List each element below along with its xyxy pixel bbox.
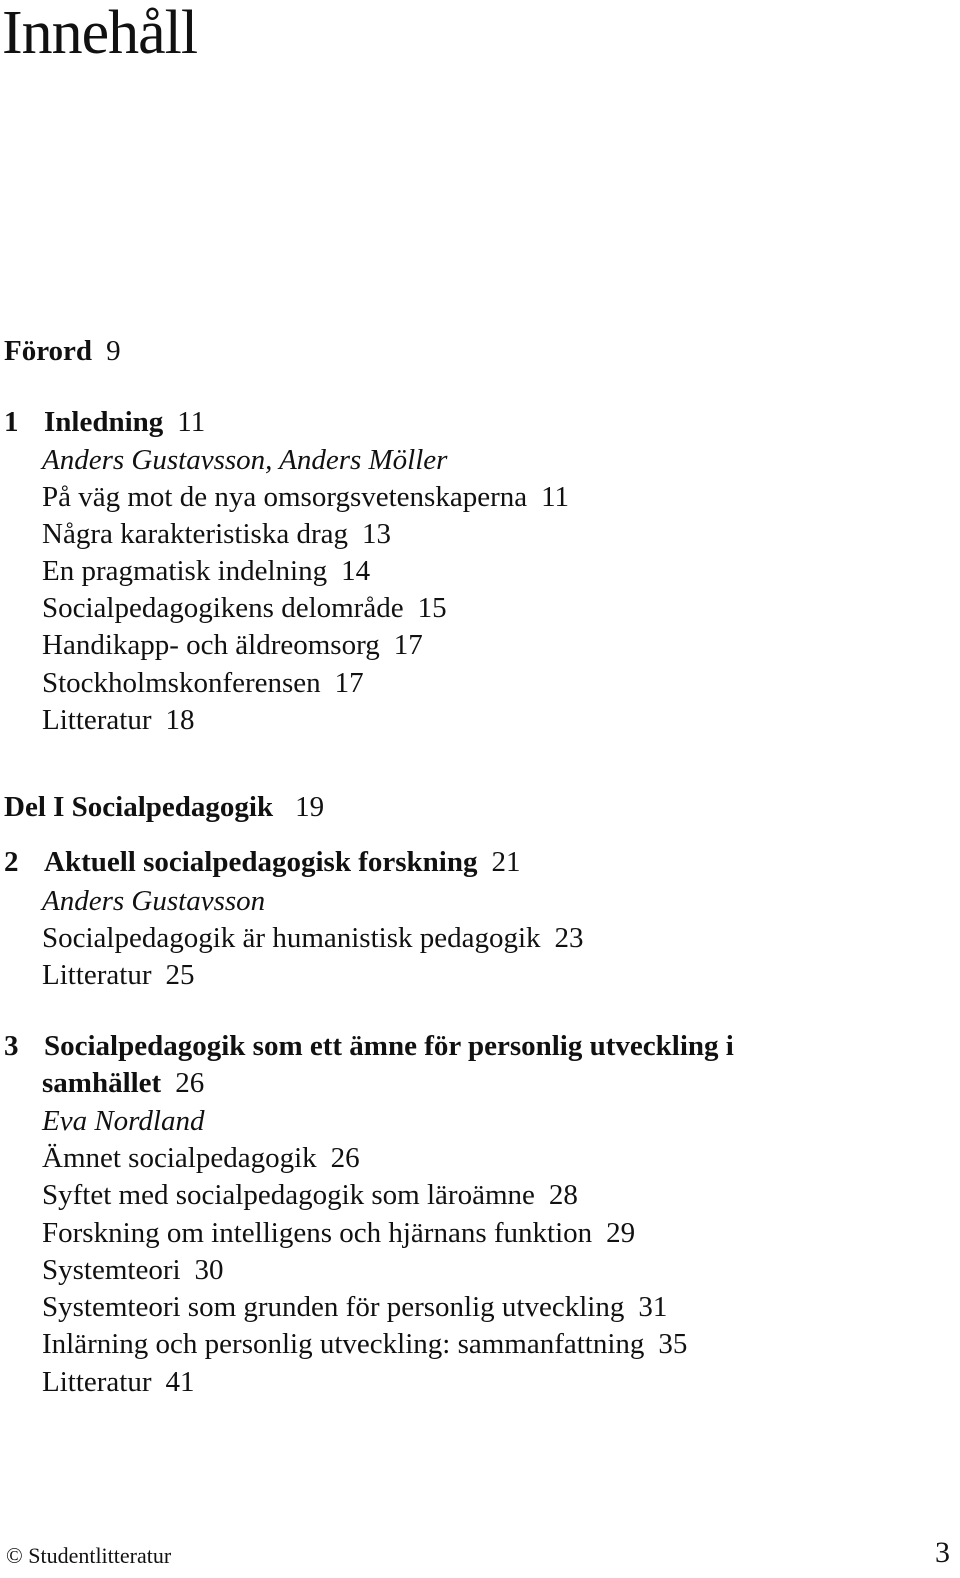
section-label: Litteratur [42,704,152,736]
chapter-page: 21 [491,846,521,878]
chapter-page: 11 [177,406,206,438]
toc-section [42,1141,360,1175]
section-label: Forskning om intelligens och hjärnans funktion [42,1217,593,1249]
toc-chapter-1-heading [4,405,205,439]
section-page: 30 [194,1254,224,1286]
section-label: På väg mot de nya omsorgsvetenskaperna [42,481,528,513]
section-label: Systemteori [42,1254,181,1286]
section-page: 31 [638,1291,668,1323]
chapter-1-authors: Anders Gustavsson, Anders Möller [42,444,448,476]
section-label: Ämnet socialpedagogik [42,1142,317,1174]
section-label: Syftet med socialpedagogik som läroämne [42,1179,535,1211]
toc-section [42,1216,635,1250]
entry-page: 9 [106,335,121,367]
toc-section [42,666,364,700]
chapter-title: Socialpedagogik som ett ämne för personlig utveckling i [44,1030,734,1062]
toc-section [42,517,391,551]
toc-section [42,921,584,955]
section-label: En pragmatisk indelning [42,555,328,587]
section-page: 15 [417,592,447,624]
section-label: Socialpedagogikens delområde [42,592,404,624]
section-page: 13 [361,518,391,550]
section-page: 25 [165,959,195,991]
section-label: Systemteori som grunden för personlig utveckling [42,1291,625,1323]
section-label: Litteratur [42,1366,152,1398]
footer-page-number: 3 [935,1536,950,1569]
toc-section [42,628,423,662]
section-page: 28 [548,1179,578,1211]
chapter-title: Inledning [44,406,164,438]
section-page: 41 [165,1366,195,1398]
toc-part-1 [4,790,324,824]
part-label: Del I Socialpedagogik [4,791,274,823]
chapter-title-cont: samhället [42,1067,162,1099]
page-title: Innehåll [2,0,198,67]
section-page: 26 [330,1142,360,1174]
footer-publisher: © Studentlitteratur [6,1543,172,1568]
toc-section [42,1290,667,1324]
chapter-2-authors: Anders Gustavsson [42,885,266,917]
chapter-number: 1 [4,406,19,438]
section-page: 23 [554,922,584,954]
section-page: 18 [165,704,195,736]
toc-chapter-2-heading [4,845,520,879]
section-label: Inlärning och personlig utveckling: sammanfattning [42,1328,645,1360]
section-label: Socialpedagogik är humanistisk pedagogik [42,922,541,954]
chapter-number: 3 [4,1030,19,1062]
part-page: 19 [295,791,325,823]
section-label: Litteratur [42,959,152,991]
chapter-number: 2 [4,846,19,878]
entry-label: Förord [4,335,93,367]
toc-section [42,554,370,588]
toc-section [42,1253,224,1287]
chapter-3-authors: Eva Nordland [42,1105,205,1137]
toc-entry-preface [4,334,121,368]
toc-section [42,1178,578,1212]
toc-section [42,591,447,625]
toc-section [42,958,195,992]
chapter-title: Aktuell socialpedagogisk forskning [44,846,478,878]
section-page: 29 [606,1217,636,1249]
section-label: Några karakteristiska drag [42,518,348,550]
section-page: 11 [541,481,570,513]
section-page: 35 [658,1328,688,1360]
section-label: Handikapp- och äldreomsorg [42,629,380,661]
section-label: Stockholmskonferensen [42,667,321,699]
toc-chapter-3-heading [4,1029,734,1063]
toc-section [42,1327,687,1361]
toc-chapter-3-heading-cont [42,1066,204,1100]
section-page: 17 [334,667,364,699]
section-page: 14 [341,555,371,587]
section-page: 17 [393,629,423,661]
toc-section [42,703,195,737]
toc-section [42,480,569,514]
chapter-page: 26 [175,1067,205,1099]
toc-section [42,1365,195,1399]
